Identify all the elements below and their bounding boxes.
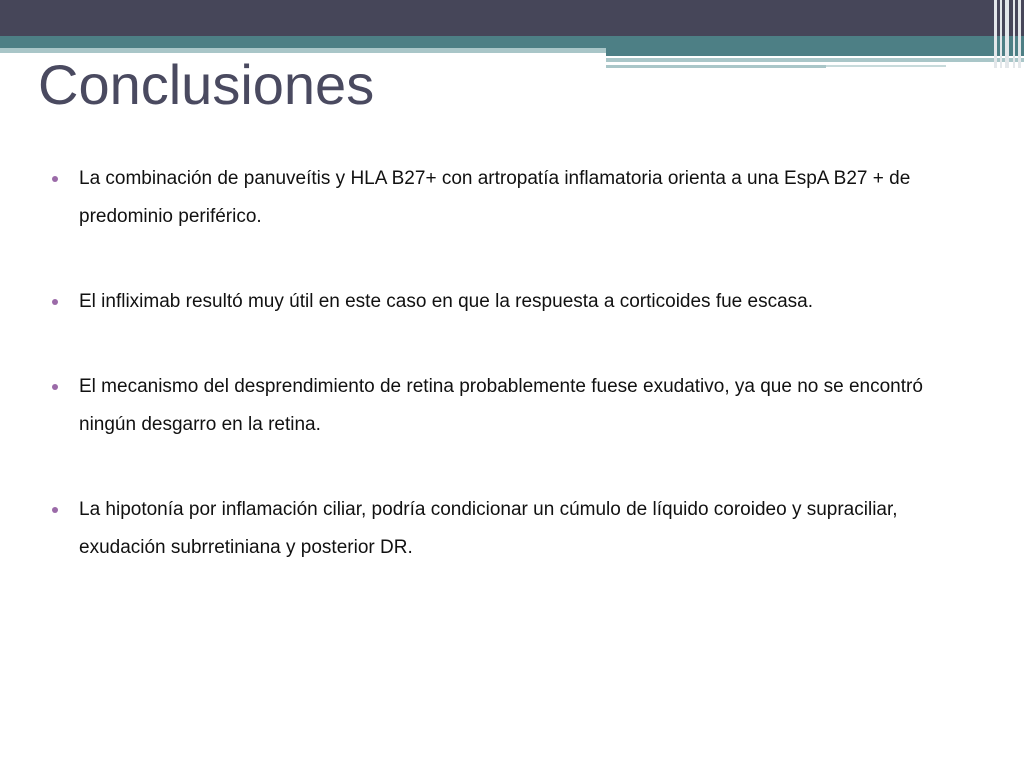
bullet-text: La combinación de panuveítis y HLA B27+ con artropatía inflamatoria orienta a una EspA B27 + de predominio periférico.	[79, 168, 911, 227]
header-stripe	[1000, 0, 1002, 68]
bullet-list	[52, 160, 982, 614]
header-stripe	[1018, 0, 1021, 68]
header-right-teal-bar	[606, 48, 1024, 56]
header-dark-bar	[0, 0, 1024, 36]
bullet-dot-icon	[52, 384, 58, 390]
slide-title: Conclusiones	[38, 53, 375, 116]
bullet-dot-icon	[52, 176, 58, 182]
bullet-item	[52, 160, 982, 236]
header-right-line	[826, 65, 946, 67]
bullet-text: El infliximab resultó muy útil en este caso en que la respuesta a corticoides fue escasa.	[79, 291, 813, 312]
header-stripe	[1013, 0, 1015, 68]
bullet-item	[52, 491, 982, 567]
header-stripe	[1005, 0, 1009, 68]
header-stripes	[992, 0, 1024, 68]
bullet-dot-icon	[52, 299, 58, 305]
header-right-line	[606, 58, 1024, 62]
bullet-item	[52, 368, 982, 444]
bullet-dot-icon	[52, 507, 58, 513]
header-teal-bar	[0, 36, 1024, 48]
bullet-text: El mecanismo del desprendimiento de retina probablemente fuese exudativo, ya que no se encontró ningún desgarro en la retina.	[79, 376, 923, 435]
bullet-item	[52, 283, 982, 321]
bullet-text: La hipotonía por inflamación ciliar, podría condicionar un cúmulo de líquido coroideo y supraciliar, exudación subrretiniana y posterior DR.	[79, 499, 898, 558]
header-stripe	[994, 0, 997, 68]
header-right-line	[606, 65, 826, 68]
